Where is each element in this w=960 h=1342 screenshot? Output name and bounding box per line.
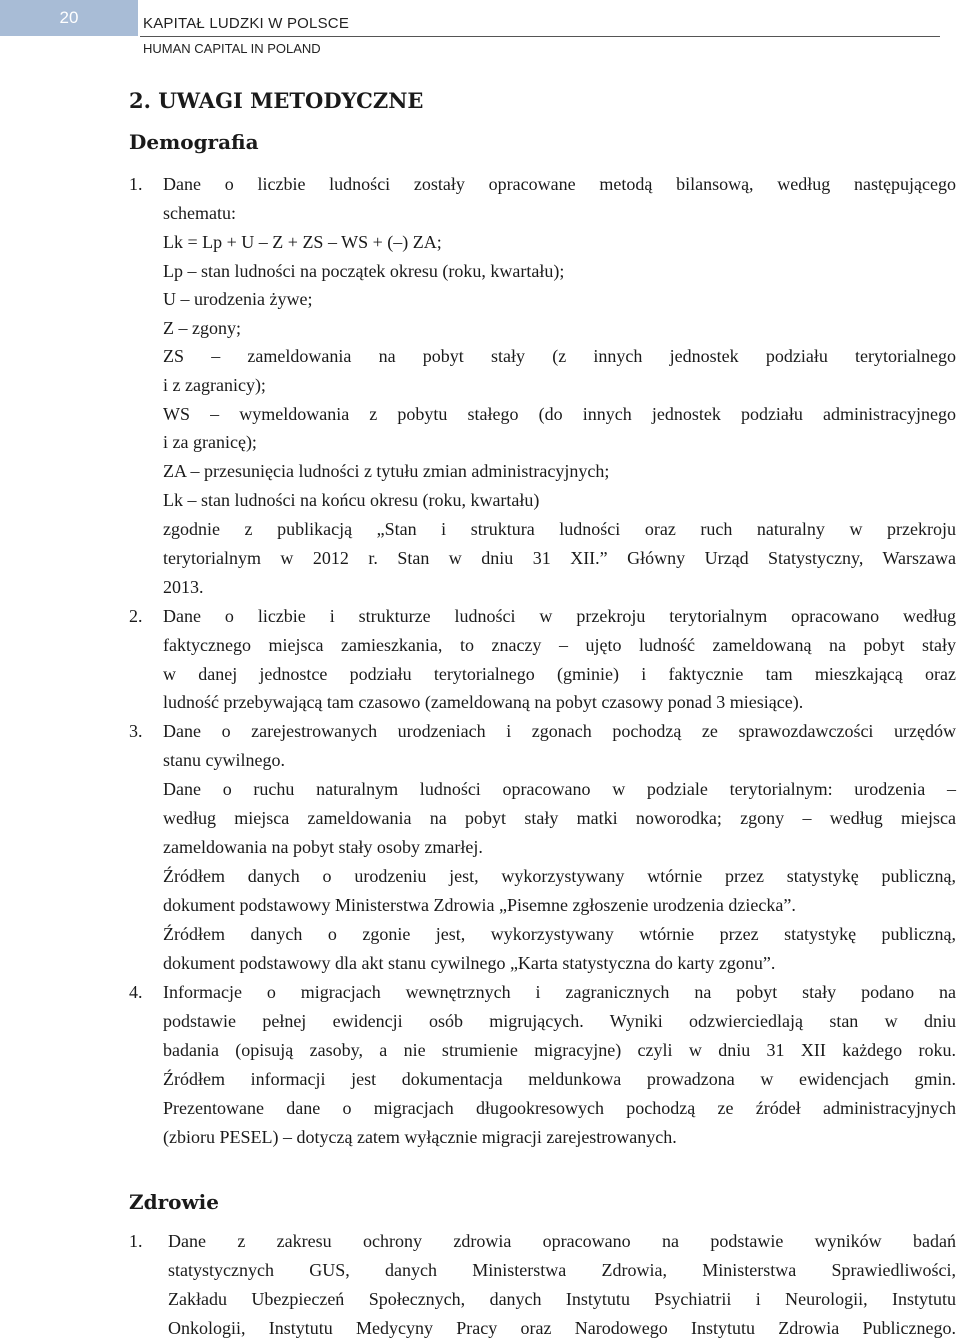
header-rule bbox=[140, 36, 940, 37]
paragraph-line: Dane z zakresu ochrony zdrowia opracowano na podstawie wyników badań bbox=[168, 1231, 956, 1251]
paragraph-line: schematu: bbox=[163, 203, 236, 223]
paragraph-line: terytorialnym w 2012 r. Stan w dniu 31 XII.” Główny Urząd Statystyczny, Warszawa bbox=[163, 548, 956, 568]
section-title: 2. UWAGI METODYCZNE bbox=[129, 88, 424, 113]
paragraph-line: podstawie pełnej ewidencji osób migrujących. Wyniki odzwierciedlają stan w dniu bbox=[163, 1011, 956, 1031]
item-number: 4. bbox=[129, 982, 143, 1002]
paragraph-line: Prezentowane dane o migracjach długookresowych pochodzą ze źródeł administracyjnych bbox=[163, 1098, 956, 1118]
paragraph-line: (zbioru PESEL) – dotyczą zatem wyłącznie migracji zarejestrowanych. bbox=[163, 1127, 677, 1147]
heading-demografia: Demografia bbox=[129, 130, 259, 154]
running-header-en: HUMAN CAPITAL IN POLAND bbox=[143, 41, 321, 56]
paragraph-line: dokument podstawowy dla akt stanu cywilnego „Karta statystyczna do karty zgonu”. bbox=[163, 953, 776, 973]
paragraph-line: Dane o liczbie i strukturze ludności w przekroju terytorialnym opracowano według bbox=[163, 606, 956, 626]
paragraph-line: Onkologii, Instytutu Medycyny Pracy oraz Narodowego Instytutu Zdrowia Publicznego. bbox=[168, 1318, 956, 1338]
paragraph-line: Zakładu Ubezpieczeń Społecznych, danych Instytutu Psychiatrii i Neurologii, Instytutu bbox=[168, 1289, 956, 1309]
paragraph-line: ZS – zameldowania na pobyt stały (z innych jednostek podziału terytorialnego bbox=[163, 346, 956, 366]
paragraph-line: Dane o zarejestrowanych urodzeniach i zgonach pochodzą ze sprawozdawczości urzędów bbox=[163, 721, 956, 741]
formula-line: Lk = Lp + U – Z + ZS – WS + (–) ZA; bbox=[163, 232, 442, 252]
paragraph-line: stanu cywilnego. bbox=[163, 750, 285, 770]
page-number: 20 bbox=[0, 0, 138, 36]
paragraph-line: według miejsca zameldowania na pobyt stały matki noworodka; zgony – według miejsca bbox=[163, 808, 956, 828]
paragraph-line: dokument podstawowy Ministerstwa Zdrowia „Pisemne zgłoszenie urodzenia dziecka”. bbox=[163, 895, 796, 915]
item-number: 3. bbox=[129, 721, 143, 741]
running-header-pl: KAPITAŁ LUDZKI W POLSCE bbox=[143, 15, 350, 32]
paragraph-line: Lk – stan ludności na końcu okresu (roku, kwartału) bbox=[163, 490, 540, 510]
paragraph-line: Dane o liczbie ludności zostały opracowane metodą bilansową, według następującego bbox=[163, 174, 956, 194]
item-number: 2. bbox=[129, 606, 143, 626]
paragraph-line: U – urodzenia żywe; bbox=[163, 289, 313, 309]
paragraph-line: Źródłem danych o zgonie jest, wykorzystywany wtórnie przez statystykę publiczną, bbox=[163, 924, 956, 944]
paragraph-line: ludność przebywającą tam czasowo (zameldowaną na pobyt czasowy ponad 3 miesiące). bbox=[163, 692, 804, 712]
paragraph-line: Źródłem danych o urodzeniu jest, wykorzystywany wtórnie przez statystykę publiczną, bbox=[163, 866, 956, 886]
paragraph-line: i z zagranicy); bbox=[163, 375, 266, 395]
paragraph-line: ZA – przesunięcia ludności z tytułu zmian administracyjnych; bbox=[163, 461, 610, 481]
paragraph-line: zameldowania na pobyt stały osoby zmarłej. bbox=[163, 837, 483, 857]
paragraph-line: Informacje o migracjach wewnętrznych i zagranicznych na pobyt stały podano na bbox=[163, 982, 956, 1002]
paragraph-line: zgodnie z publikacją „Stan i struktura ludności oraz ruch naturalny w przekroju bbox=[163, 519, 956, 539]
item-number: 1. bbox=[129, 1231, 143, 1251]
paragraph-line: Źródłem informacji jest dokumentacja meldunkowa prowadzona w ewidencjach gmin. bbox=[163, 1069, 956, 1089]
paragraph-line: Z – zgony; bbox=[163, 318, 241, 338]
heading-zdrowie: Zdrowie bbox=[129, 1190, 219, 1214]
paragraph-line: Lp – stan ludności na początek okresu (roku, kwartału); bbox=[163, 261, 565, 281]
paragraph-line: statystycznych GUS, danych Ministerstwa Zdrowia, Ministerstwa Sprawiedliwości, bbox=[168, 1260, 956, 1280]
paragraph-line: i za granicę); bbox=[163, 432, 257, 452]
paragraph-line: faktycznego miejsca zamieszkania, to znaczy – ujęto ludność zameldowaną na pobyt stały bbox=[163, 635, 956, 655]
paragraph-line: Dane o ruchu naturalnym ludności opracowano w podziale terytorialnym: urodzenia – bbox=[163, 779, 956, 799]
paragraph-line: badania (opisują zasoby, a nie strumienie migracyjne) czyli w dniu 31 XII każdego roku. bbox=[163, 1040, 956, 1060]
paragraph-line: 2013. bbox=[163, 577, 204, 597]
paragraph-line: w danej jednostce podziału terytorialnego (gminie) i faktycznie tam mieszkającą oraz bbox=[163, 664, 956, 684]
paragraph-line: WS – wymeldowania z pobytu stałego (do innych jednostek podziału administracyjnego bbox=[163, 404, 956, 424]
item-number: 1. bbox=[129, 174, 143, 194]
